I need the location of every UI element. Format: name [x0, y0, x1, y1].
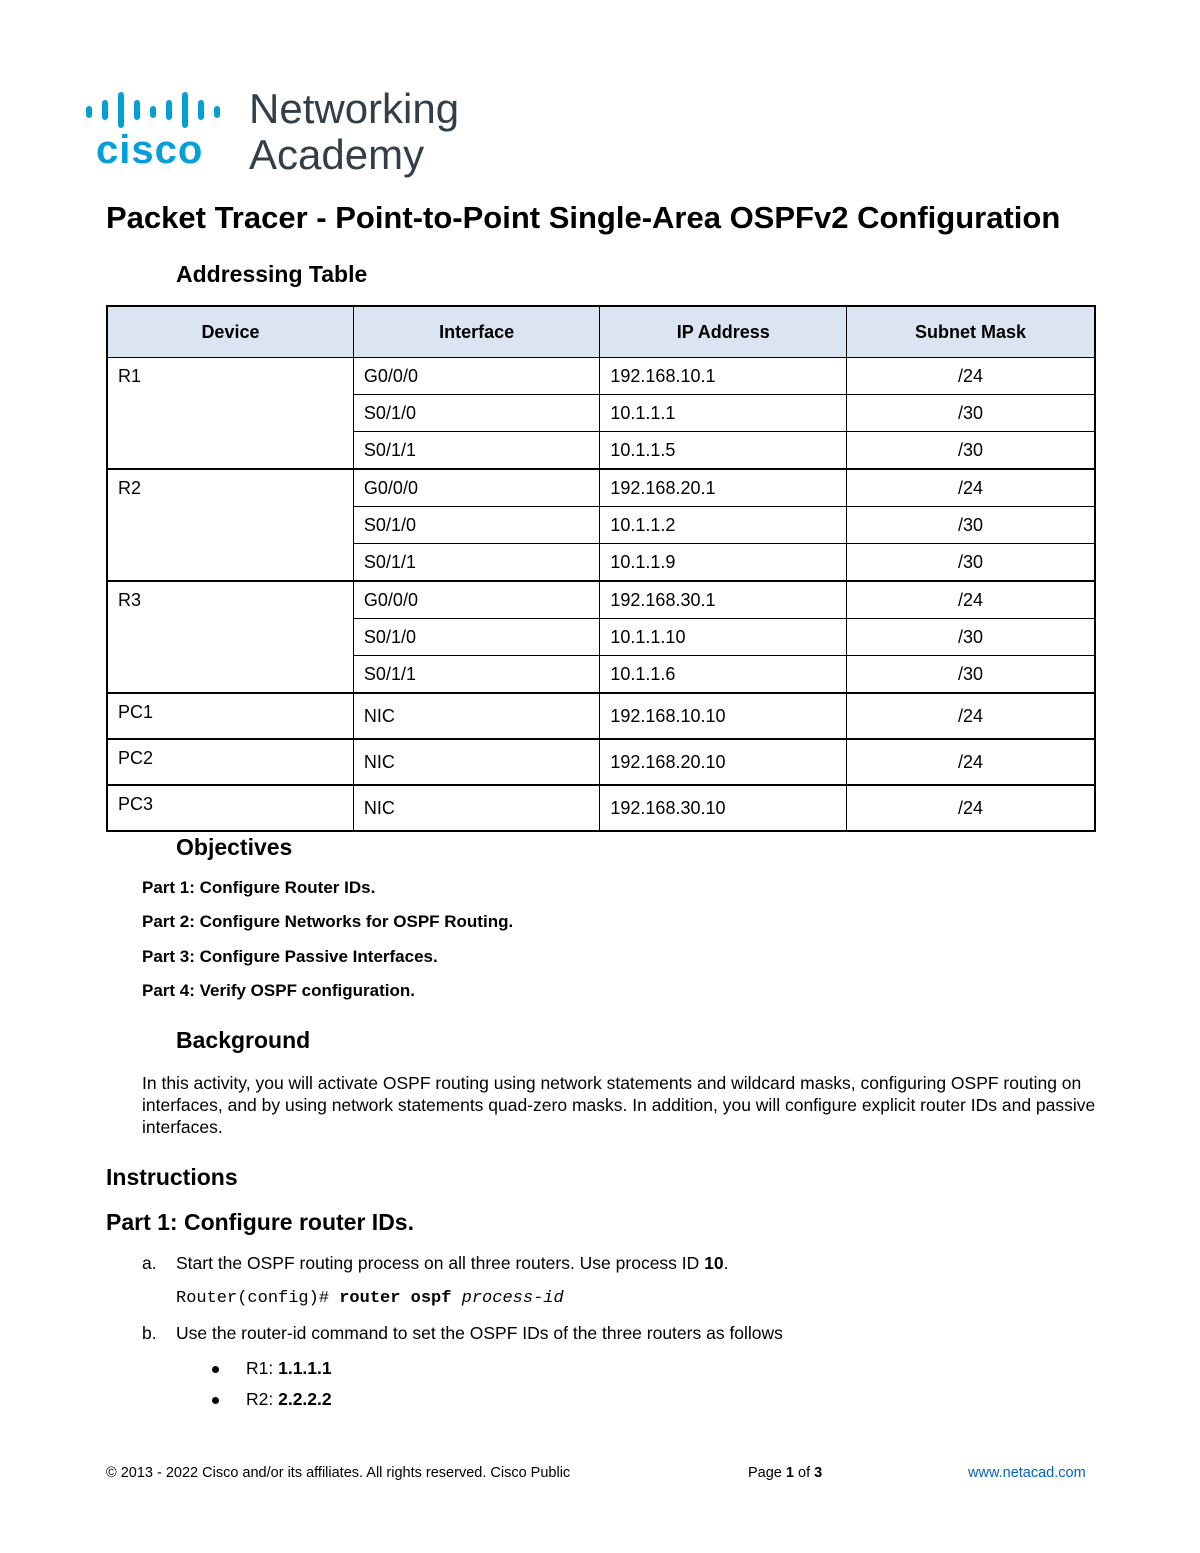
- addressing-table: [106, 305, 1096, 832]
- cell-device: R2: [107, 469, 353, 581]
- background-paragraph: In this activity, you will activate OSPF routing using network statements and wildcard masks, configuring OSPF routing on interfaces, and by using network statements quad-zero masks. In addition, you will configure explicit router IDs and passive interfaces.: [142, 1073, 1096, 1137]
- cell-ip-address: 192.168.20.10: [600, 739, 847, 785]
- document-title: Packet Tracer - Point-to-Point Single-Area OSPFv2 Configuration: [106, 200, 1061, 235]
- cell-subnet-mask: /30: [847, 619, 1095, 656]
- cell-ip-address: 10.1.1.2: [600, 507, 847, 544]
- bullet-icon: [212, 1397, 219, 1404]
- cell-interface: S0/1/0: [353, 507, 599, 544]
- step-a-body: Start the OSPF routing process on all three routers. Use process ID: [176, 1253, 705, 1273]
- cell-subnet-mask: /24: [847, 785, 1095, 831]
- cell-interface: S0/1/1: [353, 656, 599, 694]
- background-heading: Background: [176, 1027, 311, 1053]
- cell-ip-address: 192.168.30.10: [600, 785, 847, 831]
- bullet-router-id: 2.2.2.2: [278, 1389, 332, 1409]
- page-current: 1: [785, 1465, 794, 1481]
- cell-device: R1: [107, 358, 353, 470]
- step-b-label: b.: [142, 1323, 157, 1343]
- cell-ip-address: 192.168.10.1: [600, 358, 847, 395]
- table-row: [107, 358, 1095, 395]
- cell-ip-address: 192.168.10.10: [600, 693, 847, 739]
- cell-ip-address: 10.1.1.6: [600, 656, 847, 694]
- cell-subnet-mask: /24: [847, 693, 1095, 739]
- table-row: [107, 693, 1095, 739]
- cell-device: PC1: [107, 693, 353, 739]
- cisco-wordmark: [96, 128, 203, 173]
- page-of: of: [793, 1465, 815, 1481]
- cell-device: R3: [107, 581, 353, 693]
- cell-ip-address: 10.1.1.5: [600, 432, 847, 470]
- cell-subnet-mask: /24: [847, 581, 1095, 619]
- cell-ip-address: 192.168.30.1: [600, 581, 847, 619]
- step-b-text: Use the router-id command to set the OSPF IDs of the three routers as follows: [176, 1323, 783, 1343]
- bullet-icon: [212, 1366, 219, 1373]
- cisco-bars-logo-icon: [84, 92, 234, 128]
- networking-academy-wordmark: [249, 86, 459, 178]
- cell-interface: S0/1/0: [353, 395, 599, 432]
- column-header-subnet-mask: Subnet Mask: [847, 306, 1095, 358]
- cell-ip-address: 10.1.1.9: [600, 544, 847, 582]
- bullet-text: [246, 1389, 332, 1410]
- cell-interface: G0/0/0: [353, 469, 599, 507]
- cell-subnet-mask: /30: [847, 432, 1095, 470]
- cisco-networking-academy-logo: [84, 86, 484, 178]
- netacad-link[interactable]: www.netacad.com: [968, 1465, 1086, 1481]
- cell-interface: G0/0/0: [353, 581, 599, 619]
- command-prompt: Router(config)#: [176, 1289, 340, 1308]
- cell-interface: S0/1/0: [353, 619, 599, 656]
- instructions-heading: Instructions: [106, 1164, 238, 1190]
- table-header-row: [107, 306, 1095, 358]
- footer-copyright: © 2013 - 2022 Cisco and/or its affiliates. All rights reserved. Cisco Public: [106, 1465, 571, 1481]
- cell-device: PC2: [107, 739, 353, 785]
- cell-subnet-mask: /24: [847, 358, 1095, 395]
- part1-heading: Part 1: Configure router IDs.: [106, 1209, 414, 1235]
- cell-interface: G0/0/0: [353, 358, 599, 395]
- cell-subnet-mask: /30: [847, 507, 1095, 544]
- bullet-router-name: R2:: [246, 1389, 279, 1409]
- cell-interface: S0/1/1: [353, 432, 599, 470]
- cell-subnet-mask: /30: [847, 395, 1095, 432]
- objective-item: Part 3: Configure Passive Interfaces.: [142, 947, 438, 966]
- bullet-router-name: R1:: [246, 1358, 279, 1378]
- page-prefix: Page: [748, 1465, 786, 1481]
- cell-subnet-mask: /24: [847, 469, 1095, 507]
- cell-device: PC3: [107, 785, 353, 831]
- cell-interface: NIC: [353, 693, 599, 739]
- footer-page-number: [748, 1465, 822, 1481]
- cell-interface: NIC: [353, 785, 599, 831]
- column-header-ip-address: IP Address: [600, 306, 847, 358]
- table-row: [107, 739, 1095, 785]
- step-a-end: .: [723, 1253, 729, 1273]
- cell-subnet-mask: /30: [847, 544, 1095, 582]
- column-header-interface: Interface: [353, 306, 599, 358]
- cell-subnet-mask: /30: [847, 656, 1095, 694]
- column-header-device: Device: [107, 306, 353, 358]
- cell-subnet-mask: /24: [847, 739, 1095, 785]
- cisco-wordmark-text: cisco: [96, 128, 204, 172]
- cell-interface: S0/1/1: [353, 544, 599, 582]
- cell-interface: NIC: [353, 739, 599, 785]
- table-row: [107, 581, 1095, 619]
- cell-ip-address: 10.1.1.1: [600, 395, 847, 432]
- command-keyword: router ospf: [339, 1289, 462, 1308]
- step-a-text: [176, 1253, 729, 1274]
- process-id-value: 10: [704, 1253, 724, 1273]
- step-a-label: a.: [142, 1253, 157, 1273]
- page-total: 3: [814, 1465, 823, 1481]
- cell-ip-address: 192.168.20.1: [600, 469, 847, 507]
- objective-item: Part 2: Configure Networks for OSPF Routing.: [142, 912, 514, 931]
- bullet-text: [246, 1358, 332, 1379]
- cell-ip-address: 10.1.1.10: [600, 619, 847, 656]
- objective-item: Part 1: Configure Router IDs.: [142, 878, 376, 897]
- objectives-heading: Objectives: [176, 834, 293, 860]
- logo-line-2: Academy: [249, 131, 425, 178]
- table-row: [107, 469, 1095, 507]
- logo-line-1: Networking: [249, 85, 460, 132]
- objective-item: Part 4: Verify OSPF configuration.: [142, 981, 415, 1000]
- command-argument: process-id: [461, 1289, 564, 1308]
- bullet-router-id: 1.1.1.1: [278, 1358, 332, 1378]
- command-example: [176, 1289, 564, 1308]
- addressing-table-heading: Addressing Table: [176, 261, 368, 287]
- table-row: [107, 785, 1095, 831]
